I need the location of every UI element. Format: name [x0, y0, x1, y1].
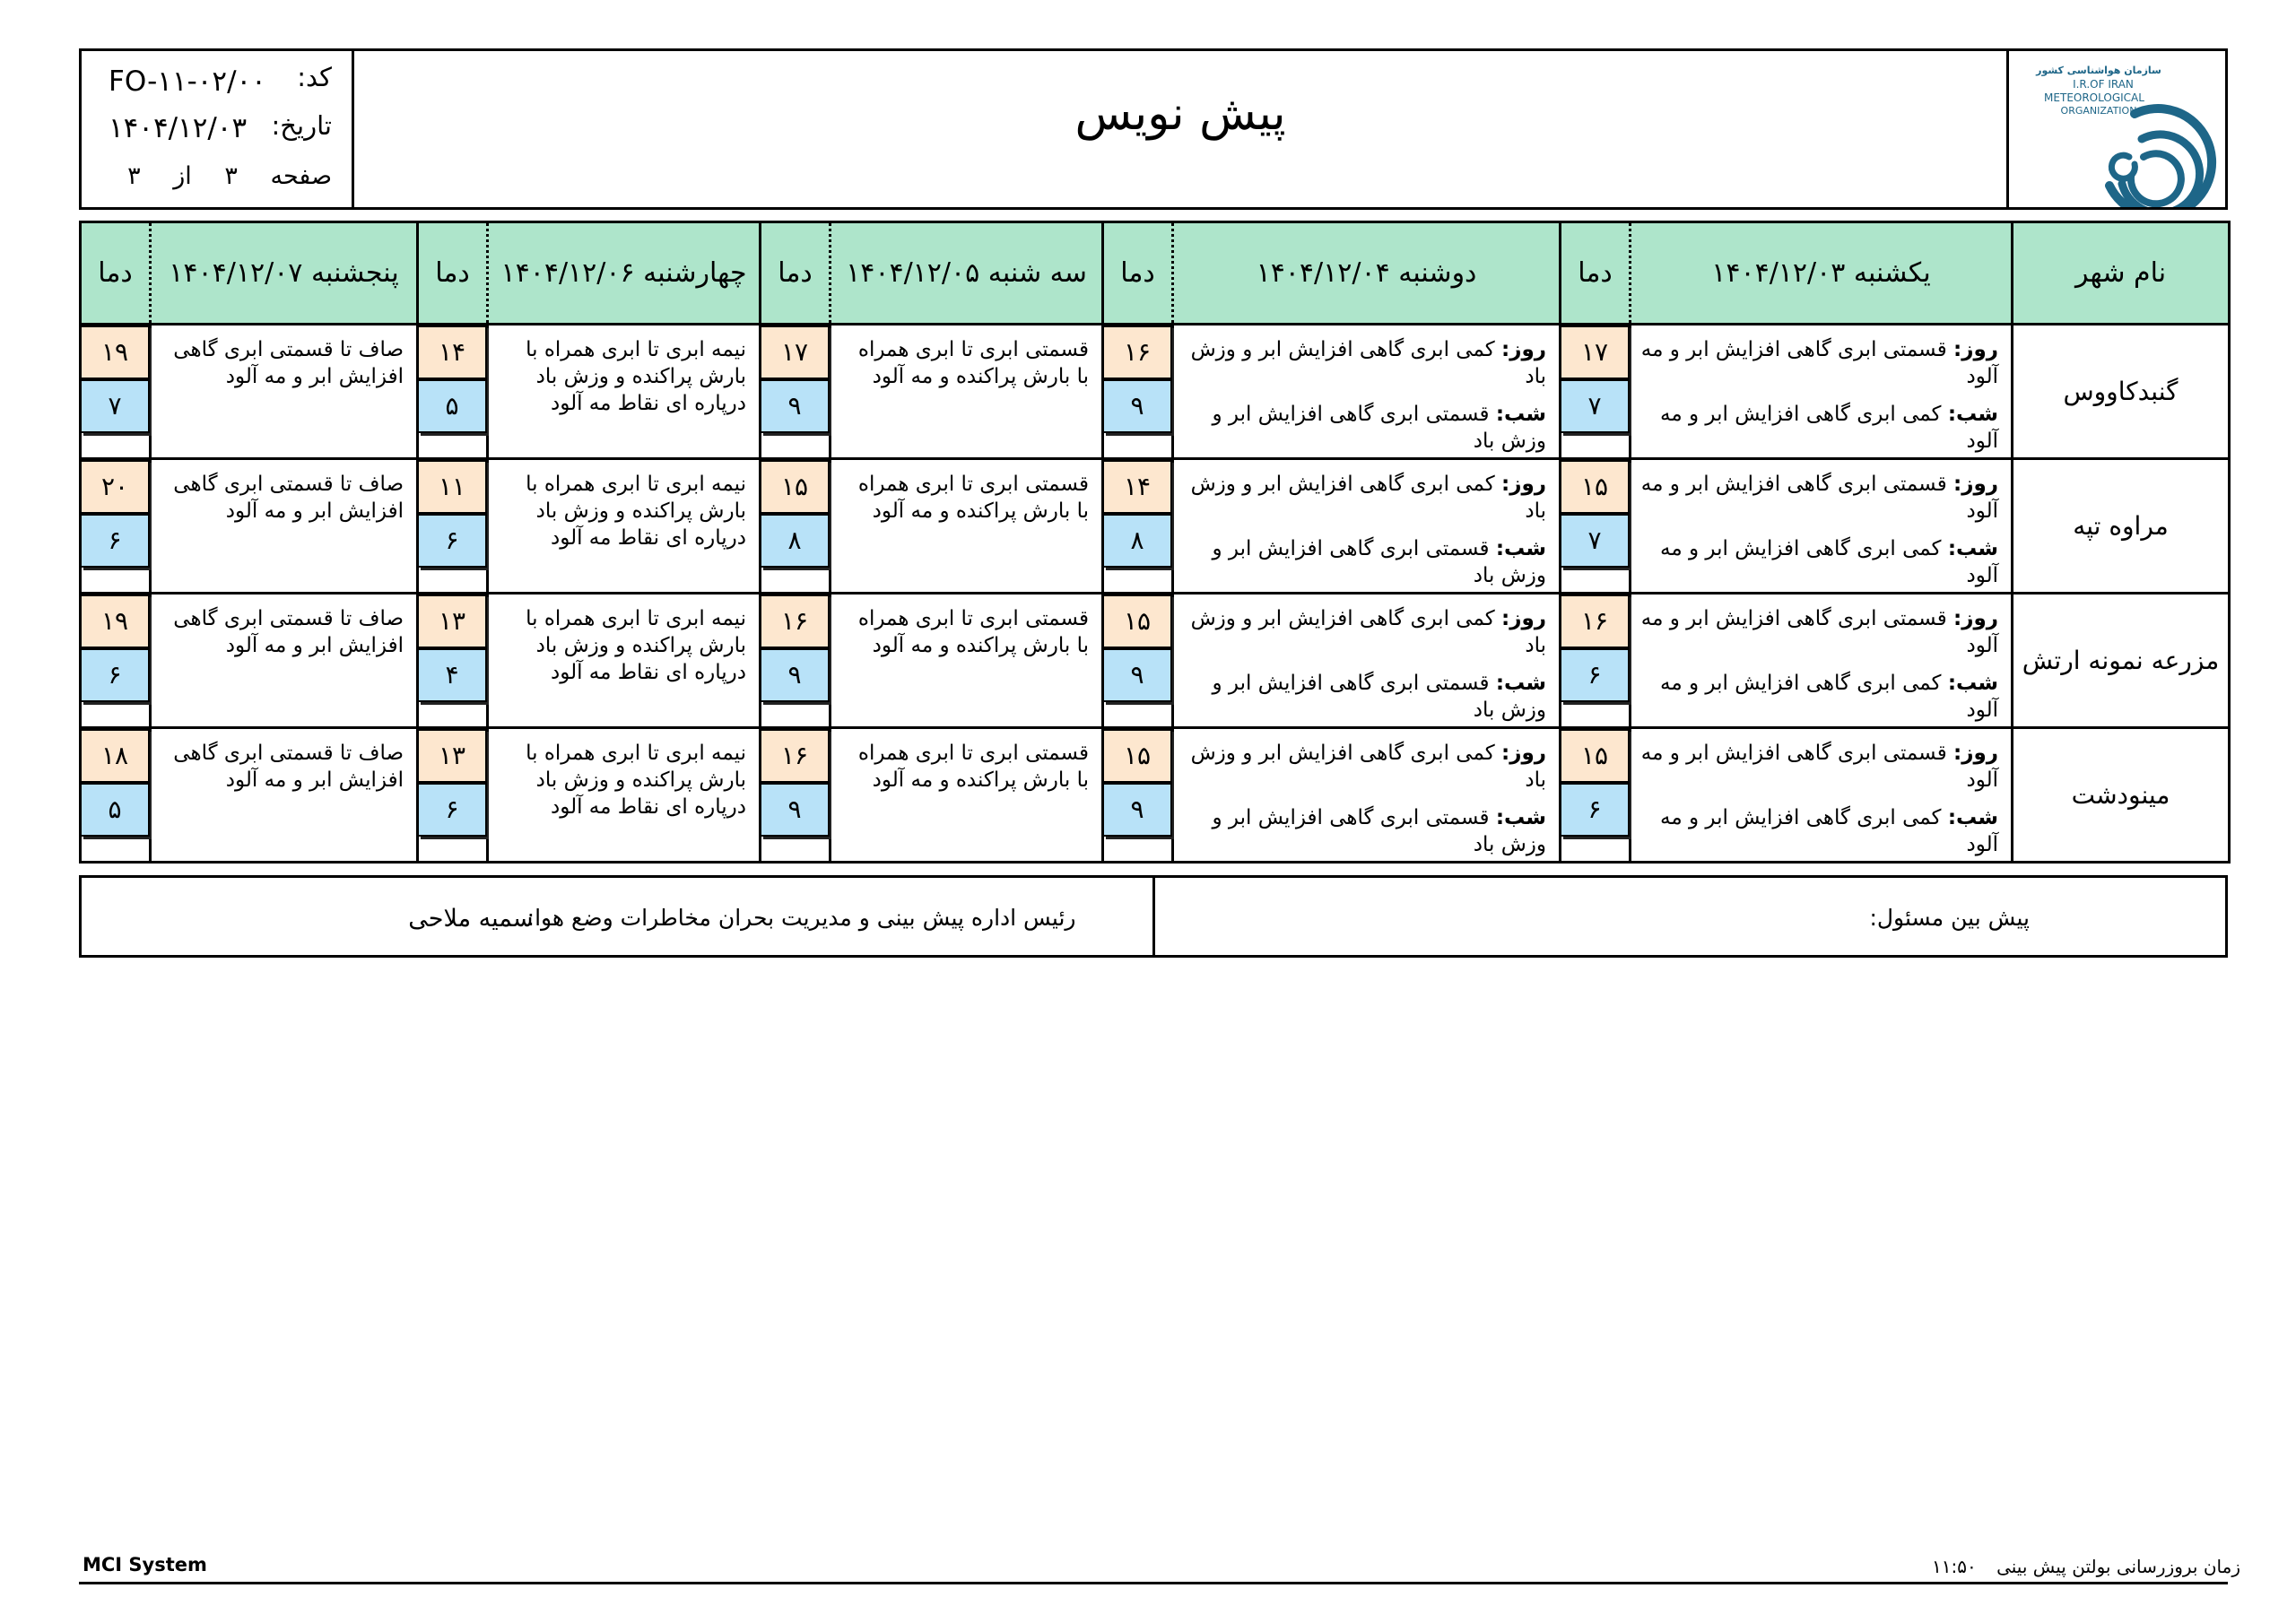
- night-forecast-text: قسمتی ابری گاهی افزایش ابر و وزش باد: [1212, 403, 1546, 453]
- night-forecast-text: قسمتی ابری گاهی افزایش ابر و وزش باد: [1212, 537, 1546, 587]
- forecast-desc-day1: [1631, 728, 2013, 863]
- day-label: روز:: [1953, 338, 1998, 361]
- min-temp: ۷: [82, 379, 150, 433]
- min-temp: ۶: [1561, 648, 1630, 702]
- max-temp: ۲۰: [82, 460, 150, 514]
- day-forecast-text: قسمتی ابری گاهی افزایش ابر و مه آلود: [1640, 338, 1998, 388]
- night-forecast-text: کمی ابری گاهی افزایش ابر و مه آلود: [1660, 672, 1998, 722]
- forecast-desc-day3: قسمتی ابری تا ابری همراه با بارش پراکنده و مه آلود: [831, 728, 1103, 863]
- day-forecast-text: کمی ابری گاهی افزایش ابر و وزش باد: [1190, 607, 1546, 657]
- day-column-header: دوشنبه ۱۴۰۴/۱۲/۰۴: [1173, 222, 1561, 325]
- temp-cell-day2: [1103, 459, 1173, 594]
- max-temp: ۱۶: [761, 729, 830, 783]
- min-temp: ۸: [1104, 514, 1172, 568]
- forecast-table-body: [81, 325, 2230, 863]
- night-label: شب:: [1947, 672, 1998, 695]
- city-name: مراوه تپه: [2013, 459, 2230, 594]
- temp-cell-day2: [1103, 728, 1173, 863]
- responsible-box: [79, 875, 2228, 958]
- table-row: [81, 459, 2230, 594]
- document-meta: [82, 51, 354, 207]
- forecast-desc-day5: صاف تا قسمتی ابری گاهی افزایش ابر و مه آلود: [151, 594, 418, 728]
- temp-cell-day1: [1561, 728, 1631, 863]
- min-temp: ۶: [419, 783, 487, 837]
- city-name: گنبدکاووس: [2013, 325, 2230, 459]
- day-forecast-text: قسمتی ابری گاهی افزایش ابر و مه آلود: [1640, 742, 1998, 792]
- min-temp: ۸: [761, 514, 830, 568]
- logo-emblem-icon: [2009, 51, 2222, 207]
- city-column-header: نام شهر: [2013, 222, 2230, 325]
- day-label: روز:: [1953, 607, 1998, 630]
- max-temp: ۱۶: [1561, 595, 1630, 648]
- night-forecast-text: کمی ابری گاهی افزایش ابر و مه آلود: [1660, 806, 1998, 856]
- temp-cell-day1: [1561, 594, 1631, 728]
- temp-cell-day5: [81, 728, 151, 863]
- min-temp: ۹: [1104, 379, 1172, 433]
- max-temp: ۱۹: [82, 325, 150, 379]
- logo-text-en-3: ORGANIZATION: [2060, 105, 2137, 117]
- max-temp: ۱۹: [82, 595, 150, 648]
- day-column-header: سه شنبه ۱۴۰۴/۱۲/۰۵: [831, 222, 1103, 325]
- city-name: مینودشت: [2013, 728, 2230, 863]
- forecast-desc-day1: [1631, 594, 2013, 728]
- night-forecast: [1183, 804, 1546, 858]
- code-value: FO-۱۱-۰۲/۰۰: [109, 65, 266, 98]
- temp-cell-day5: [81, 594, 151, 728]
- day-forecast: [1183, 605, 1546, 659]
- temp-cell-day2: [1103, 594, 1173, 728]
- forecast-desc-day2: [1173, 594, 1561, 728]
- day-label: روز:: [1501, 473, 1546, 496]
- forecast-table: [79, 221, 2231, 864]
- update-time: ۱۱:۵۰: [1932, 1556, 1977, 1577]
- forecast-desc-day5: صاف تا قسمتی ابری گاهی افزایش ابر و مه آلود: [151, 728, 418, 863]
- temp-cell-day4: [418, 594, 488, 728]
- night-forecast-text: قسمتی ابری گاهی افزایش ابر و وزش باد: [1212, 672, 1546, 722]
- night-label: شب:: [1495, 672, 1546, 695]
- forecast-desc-day4: نیمه ابری تا ابری همراه با بارش پراکنده و وزش باد درپاره ای نقاط مه آلود: [488, 325, 761, 459]
- min-temp: ۶: [419, 514, 487, 568]
- temp-cell-day3: [761, 325, 831, 459]
- night-forecast: [1640, 670, 1998, 724]
- night-label: شب:: [1495, 537, 1546, 560]
- day-label: روز:: [1953, 742, 1998, 765]
- table-row: [81, 728, 2230, 863]
- day-column-header: پنجشنبه ۱۴۰۴/۱۲/۰۷: [151, 222, 418, 325]
- max-temp: ۱۵: [1104, 595, 1172, 648]
- day-forecast: [1640, 740, 1998, 794]
- day-forecast: [1183, 336, 1546, 390]
- temp-cell-day2: [1103, 325, 1173, 459]
- day-forecast: [1640, 471, 1998, 525]
- min-temp: ۵: [82, 783, 150, 837]
- temp-cell-day4: [418, 728, 488, 863]
- page-title: پیش نویس: [1074, 87, 1286, 141]
- max-temp: ۱۱: [419, 460, 487, 514]
- page-row: [82, 162, 352, 209]
- max-temp: ۱۳: [419, 729, 487, 783]
- page-number: صفحه ۳ از ۳: [127, 162, 332, 190]
- head-label: رئیس اداره پیش بینی و مدیریت بحران مخاطرات وضع هوا:: [526, 905, 1076, 931]
- update-label: زمان بروزرسانی بولتن پیش بینی: [1996, 1556, 2240, 1577]
- forecast-desc-day1: [1631, 459, 2013, 594]
- day-forecast-text: کمی ابری گاهی افزایش ابر و وزش باد: [1190, 338, 1546, 388]
- temp-column-header: دما: [1561, 222, 1631, 325]
- code-row: [82, 62, 352, 108]
- night-forecast-text: کمی ابری گاهی افزایش ابر و مه آلود: [1660, 537, 1998, 587]
- day-forecast-text: قسمتی ابری گاهی افزایش ابر و مه آلود: [1640, 607, 1998, 657]
- update-info: [1932, 1556, 2240, 1577]
- max-temp: ۱۵: [761, 460, 830, 514]
- min-temp: ۷: [1561, 514, 1630, 568]
- max-temp: ۱۶: [1104, 325, 1172, 379]
- day-label: روز:: [1501, 338, 1546, 361]
- temp-cell-day1: [1561, 325, 1631, 459]
- system-name: MCI System: [83, 1554, 207, 1575]
- night-forecast: [1640, 804, 1998, 858]
- night-forecast: [1183, 401, 1546, 455]
- date-value: ۱۴۰۴/۱۲/۰۳: [109, 112, 248, 144]
- day-forecast: [1640, 605, 1998, 659]
- max-temp: ۱۸: [82, 729, 150, 783]
- forecast-desc-day5: صاف تا قسمتی ابری گاهی افزایش ابر و مه آلود: [151, 459, 418, 594]
- forecast-desc-day2: [1173, 325, 1561, 459]
- forecast-desc-day4: نیمه ابری تا ابری همراه با بارش پراکنده و وزش باد درپاره ای نقاط مه آلود: [488, 594, 761, 728]
- city-name: مزرعه نمونه ارتش: [2013, 594, 2230, 728]
- day-forecast: [1183, 740, 1546, 794]
- forecast-desc-day3: قسمتی ابری تا ابری همراه با بارش پراکنده و مه آلود: [831, 594, 1103, 728]
- day-column-header: چهارشنبه ۱۴۰۴/۱۲/۰۶: [488, 222, 761, 325]
- min-temp: ۹: [1104, 783, 1172, 837]
- night-forecast: [1183, 670, 1546, 724]
- day-forecast-text: کمی ابری گاهی افزایش ابر و وزش باد: [1190, 742, 1546, 792]
- day-forecast-text: کمی ابری گاهی افزایش ابر و وزش باد: [1190, 473, 1546, 523]
- night-forecast: [1183, 535, 1546, 589]
- day-column-header: یکشنبه ۱۴۰۴/۱۲/۰۳: [1631, 222, 2013, 325]
- forecast-desc-day1: [1631, 325, 2013, 459]
- forecaster-label: پیش بین مسئول:: [1869, 905, 2030, 931]
- day-forecast-text: قسمتی ابری گاهی افزایش ابر و مه آلود: [1640, 473, 1998, 523]
- forecast-desc-day3: قسمتی ابری تا ابری همراه با بارش پراکنده و مه آلود: [831, 325, 1103, 459]
- head-cell: [82, 878, 1155, 955]
- min-temp: ۹: [761, 648, 830, 702]
- logo-text-fa: سازمان هواشناسی کشور: [2036, 65, 2161, 76]
- night-label: شب:: [1947, 806, 1998, 829]
- max-temp: ۱۶: [761, 595, 830, 648]
- table-row: [81, 594, 2230, 728]
- min-temp: ۶: [1561, 783, 1630, 837]
- day-forecast: [1640, 336, 1998, 390]
- min-temp: ۷: [1561, 379, 1630, 433]
- max-temp: ۱۷: [761, 325, 830, 379]
- temp-cell-day1: [1561, 459, 1631, 594]
- max-temp: ۱۵: [1561, 729, 1630, 783]
- temp-cell-day4: [418, 459, 488, 594]
- forecast-desc-day5: صاف تا قسمتی ابری گاهی افزایش ابر و مه آلود: [151, 325, 418, 459]
- date-label: تاریخ:: [271, 110, 332, 141]
- document-header: [79, 48, 2228, 210]
- min-temp: ۵: [419, 379, 487, 433]
- temp-cell-day4: [418, 325, 488, 459]
- min-temp: ۴: [419, 648, 487, 702]
- table-row: [81, 325, 2230, 459]
- night-label: شب:: [1495, 806, 1546, 829]
- day-label: روز:: [1501, 607, 1546, 630]
- temp-cell-day5: [81, 325, 151, 459]
- head-name: سمیه ملاحی: [408, 905, 534, 933]
- temp-column-header: دما: [1103, 222, 1173, 325]
- day-forecast: [1183, 471, 1546, 525]
- min-temp: ۹: [1104, 648, 1172, 702]
- organization-logo: [2006, 51, 2225, 207]
- min-temp: ۹: [761, 783, 830, 837]
- temp-cell-day3: [761, 728, 831, 863]
- max-temp: ۱۵: [1561, 460, 1630, 514]
- night-forecast: [1640, 535, 1998, 589]
- forecast-desc-day2: [1173, 728, 1561, 863]
- min-temp: ۹: [761, 379, 830, 433]
- max-temp: ۱۴: [419, 325, 487, 379]
- night-forecast: [1640, 401, 1998, 455]
- night-forecast-text: کمی ابری گاهی افزایش ابر و مه آلود: [1660, 403, 1998, 453]
- code-label: کد:: [297, 62, 332, 92]
- temp-cell-day3: [761, 459, 831, 594]
- night-label: شب:: [1947, 537, 1998, 560]
- logo-text-en-1: I.R.OF IRAN: [2073, 78, 2134, 91]
- max-temp: ۱۳: [419, 595, 487, 648]
- temp-column-header: دما: [418, 222, 488, 325]
- forecaster-cell: [1155, 878, 2226, 955]
- date-row: [82, 110, 352, 157]
- temp-column-header: دما: [81, 222, 151, 325]
- night-label: شب:: [1947, 403, 1998, 426]
- min-temp: ۶: [82, 648, 150, 702]
- forecast-desc-day3: قسمتی ابری تا ابری همراه با بارش پراکنده و مه آلود: [831, 459, 1103, 594]
- temp-cell-day3: [761, 594, 831, 728]
- day-label: روز:: [1501, 742, 1546, 765]
- night-forecast-text: قسمتی ابری گاهی افزایش ابر و وزش باد: [1212, 806, 1546, 856]
- min-temp: ۶: [82, 514, 150, 568]
- temp-column-header: دما: [761, 222, 831, 325]
- max-temp: ۱۷: [1561, 325, 1630, 379]
- max-temp: ۱۵: [1104, 729, 1172, 783]
- logo-text-en-2: METEOROLOGICAL: [2044, 91, 2144, 104]
- night-label: شب:: [1495, 403, 1546, 426]
- temp-cell-day5: [81, 459, 151, 594]
- forecast-desc-day2: [1173, 459, 1561, 594]
- forecast-desc-day4: نیمه ابری تا ابری همراه با بارش پراکنده و وزش باد درپاره ای نقاط مه آلود: [488, 459, 761, 594]
- table-header-row: [81, 222, 2230, 325]
- day-label: روز:: [1953, 473, 1998, 496]
- forecast-desc-day4: نیمه ابری تا ابری همراه با بارش پراکنده و وزش باد درپاره ای نقاط مه آلود: [488, 728, 761, 863]
- footer-divider: [79, 1582, 2228, 1584]
- max-temp: ۱۴: [1104, 460, 1172, 514]
